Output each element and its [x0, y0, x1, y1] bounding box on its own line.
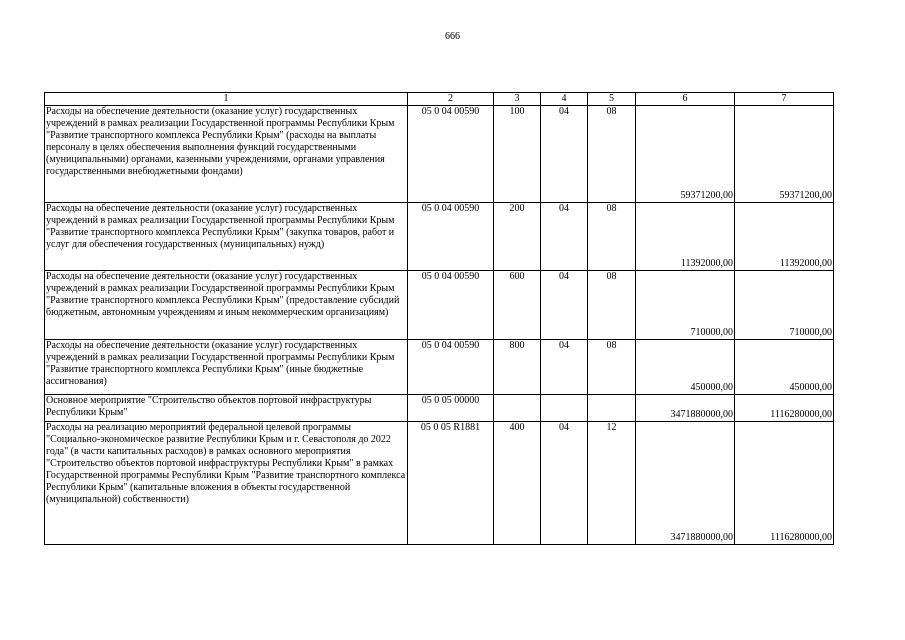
row-col3: 100 [494, 106, 541, 203]
row-col7: 59371200,00 [735, 106, 834, 203]
row-col4: 04 [541, 422, 588, 545]
row-col4: 04 [541, 203, 588, 271]
row-code: 05 0 05 R1881 [408, 422, 494, 545]
row-col7: 1116280000,00 [735, 422, 834, 545]
row-code: 05 0 04 00590 [408, 271, 494, 340]
row-col7: 450000,00 [735, 340, 834, 395]
row-description: Расходы на обеспечение деятельности (оказание услуг) государственных учреждений в рамках реализации Государственной программы Республики Крым "Развитие транспортного комплекса Республики Крым" (закупка товаров, работ и услуг для обеспечения государственных (муниципальных) нужд) [45, 203, 408, 271]
header-cell: 6 [636, 93, 735, 106]
table-row [45, 271, 834, 340]
row-col7: 11392000,00 [735, 203, 834, 271]
row-col4: 04 [541, 106, 588, 203]
page-number: 666 [445, 31, 460, 42]
table-header-row [45, 93, 834, 106]
header-cell: 5 [588, 93, 636, 106]
row-col4: 04 [541, 340, 588, 395]
row-col3: 800 [494, 340, 541, 395]
header-cell: 4 [541, 93, 588, 106]
row-col6: 59371200,00 [636, 106, 735, 203]
row-col6: 11392000,00 [636, 203, 735, 271]
row-col7: 710000,00 [735, 271, 834, 340]
row-col3: 200 [494, 203, 541, 271]
row-col3 [494, 395, 541, 422]
table-row [45, 422, 834, 545]
header-cell: 7 [735, 93, 834, 106]
row-code: 05 0 04 00590 [408, 340, 494, 395]
row-col7: 1116280000,00 [735, 395, 834, 422]
table-row [45, 395, 834, 422]
row-code: 05 0 04 00590 [408, 203, 494, 271]
row-col4 [541, 395, 588, 422]
row-code: 05 0 05 00000 [408, 395, 494, 422]
row-col4: 04 [541, 271, 588, 340]
row-col5: 12 [588, 422, 636, 545]
row-description: Расходы на обеспечение деятельности (оказание услуг) государственных учреждений в рамках реализации Государственной программы Республики Крым "Развитие транспортного комплекса Республики Крым" (иные бюджетные ассигнования) [45, 340, 408, 395]
header-cell: 2 [408, 93, 494, 106]
row-description: Расходы на реализацию мероприятий федеральной целевой программы "Социально-экономическое развитие Республики Крым и г. Севастополя до 2022 года" (в части капитальных расходов) в рамках основного мероприятия "Строительство объектов портовой инфраструктуры Республики Крым" в рамках Государственной программы Республики Крым "Развитие транспортного комплекса Республики Крым" (капитальные вложения в объекты государственной (муниципальной) собственности) [45, 422, 408, 545]
row-col6: 450000,00 [636, 340, 735, 395]
row-description: Основное мероприятие "Строительство объектов портовой инфраструктуры Республики Крым" [45, 395, 408, 422]
row-col6: 710000,00 [636, 271, 735, 340]
row-col3: 600 [494, 271, 541, 340]
budget-table [44, 92, 834, 545]
row-col5 [588, 395, 636, 422]
row-description: Расходы на обеспечение деятельности (оказание услуг) государственных учреждений в рамках реализации Государственной программы Республики Крым "Развитие транспортного комплекса Республики Крым" (предоставление субсидий бюджетным, автономным учреждениям и иным некоммерческим организациям) [45, 271, 408, 340]
row-col5: 08 [588, 203, 636, 271]
row-col5: 08 [588, 106, 636, 203]
row-col6: 3471880000,00 [636, 422, 735, 545]
header-cell: 3 [494, 93, 541, 106]
row-col3: 400 [494, 422, 541, 545]
row-code: 05 0 04 00590 [408, 106, 494, 203]
header-cell: 1 [45, 93, 408, 106]
table-row [45, 203, 834, 271]
row-col5: 08 [588, 340, 636, 395]
row-col5: 08 [588, 271, 636, 340]
row-col6: 3471880000,00 [636, 395, 735, 422]
row-description: Расходы на обеспечение деятельности (оказание услуг) государственных учреждений в рамках реализации Государственной программы Республики Крым "Развитие транспортного комплекса Республики Крым" (расходы на выплаты персоналу в целях обеспечения выполнения функций государственными (муниципальными) органами, казенными учреждениями, органами управления государственными внебюджетными фондами) [45, 106, 408, 203]
table-row [45, 340, 834, 395]
table-row [45, 106, 834, 203]
